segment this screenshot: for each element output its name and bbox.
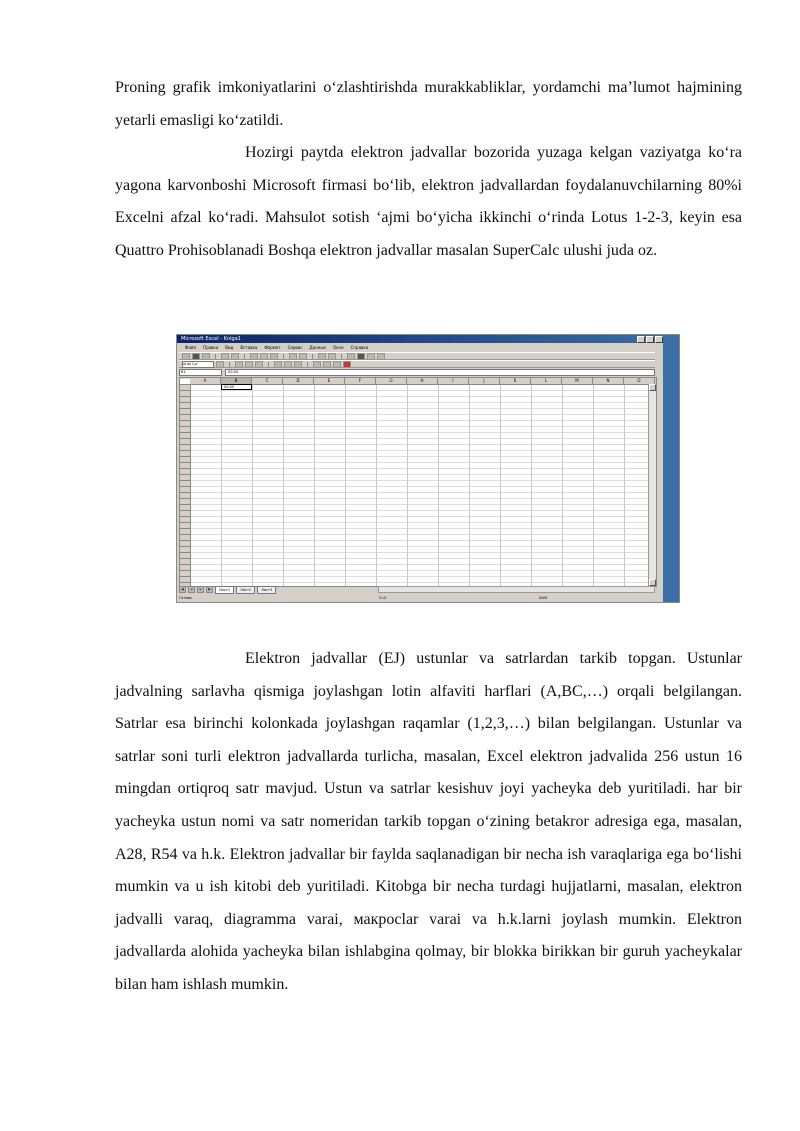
excel-menu-bar	[177, 344, 679, 351]
window-buttons	[637, 336, 663, 343]
align-right-icon	[294, 361, 302, 368]
open-icon	[192, 353, 200, 360]
maximize-icon	[646, 336, 654, 343]
status-sum: Σ=0	[379, 595, 387, 600]
column-header: M	[562, 378, 593, 384]
status-ready: Готово	[179, 595, 192, 600]
column-header: O	[624, 378, 655, 384]
copy-icon	[260, 353, 268, 360]
sheet-tab: Лист2	[236, 586, 255, 594]
sum-icon	[318, 353, 326, 360]
column-header: N	[593, 378, 624, 384]
menu-item: Формат	[264, 345, 281, 350]
desktop-edge	[663, 335, 679, 602]
zoom-icon	[367, 353, 375, 360]
menu-item: Справка	[350, 345, 369, 350]
column-header: A	[190, 378, 221, 384]
column-header: L	[531, 378, 562, 384]
standard-toolbar	[179, 352, 655, 360]
underline-icon	[255, 361, 263, 368]
menu-item: Правка	[203, 345, 219, 350]
column-header: F	[345, 378, 376, 384]
help-icon	[377, 353, 385, 360]
column-header: G	[376, 378, 407, 384]
undo-icon	[289, 353, 297, 360]
paragraph-market: Hozirgi paytda elektron jadvallar bozorida yuzaga kelgan vaziyatga ko‘ra yagona karvonboshi Microsoft firmasi bo‘lib, elektron jadvallardan foydalanuvchilarning 80%i Excelni afzal ko‘radi. Mahsulot sotish ‘ajmi bo‘yicha ikkinchi o‘rinda Lotus 1-2-3, keyin esa Quattro Prohisoblanadi Boshqa elektron jadvallar masalan SuperCalc ulushi juda oz.	[115, 144, 742, 259]
sheet-tab-bar	[179, 586, 655, 593]
save-icon	[202, 353, 210, 360]
menu-item: Вставка	[240, 345, 258, 350]
sheet-tab: Лист3	[257, 586, 276, 594]
excel-title-bar: Microsoft Excel - Kniga1	[177, 335, 679, 343]
italic-icon	[245, 361, 253, 368]
column-header: D	[283, 378, 314, 384]
active-cell: 00:00	[221, 384, 252, 390]
tab-last-icon: ▶	[206, 586, 213, 593]
formatting-toolbar	[179, 360, 655, 368]
status-num: NUM	[539, 595, 548, 600]
chart-wizard-icon	[357, 353, 365, 360]
font-combo: Arial Cyr	[182, 361, 214, 368]
close-icon	[655, 336, 663, 343]
column-header: E	[314, 378, 345, 384]
tab-first-icon: ◀	[179, 586, 186, 593]
redo-icon	[299, 353, 307, 360]
sort-icon	[347, 353, 355, 360]
excel-screenshot	[176, 334, 680, 603]
column-header: J	[469, 378, 500, 384]
row-headers	[180, 384, 191, 586]
sheet-tab: Лист1	[215, 586, 234, 594]
align-left-icon	[274, 361, 282, 368]
menu-item: Вид	[225, 345, 234, 350]
tab-next-icon: ▸	[197, 586, 204, 593]
column-header: B	[221, 378, 252, 384]
minimize-icon	[637, 336, 645, 343]
vertical-scrollbar	[648, 384, 656, 586]
paragraph-intro: Proning grafik imkoniyatlarini o‘zlashtirishda murakkabliklar, yordamchi ma’lumot hajmining yetarli emasligi ko‘zatildi.	[115, 79, 742, 129]
bold-icon	[235, 361, 243, 368]
menu-item: Окно	[332, 345, 344, 350]
paragraph-spreadsheet-structure: Elektron jadvallar (EJ) ustunlar va satrlardan tarkib topgan. Ustunlar jadvalning sarlavha qismiga joylashgan lotin alfaviti harflari (A,BC,…) orqali belgilangan. Satrlar esa birinchi kolonkada joylashgan raqamlar (1,2,3,…) bilan belgilangan. Ustunlar va satrlar soni turli elektron jadvallarda turlicha, masalan, Excel elektron jadvalida 256 ustun 16 mingdan ortiqroq satr mavjud. Ustun va satrlar kesishuv joyi yacheyka deb yuritiladi. har bir yacheyka ustun nomi va satr nomeridan tarkib topgan o‘zining betakror adresiga ega, masalan, A28, R54 va h.k. Elektron jadvallar bir faylda saqlanadigan bir necha ish varaqlariga ega bo‘lishi mumkin va u ish kitobi deb yuritiladi. Kitobga bir necha turdagi hujjatlarni, masalan, elektron jadvalli varaq, diagramma varai, макрoclar varai va h.k.larni joylash mumkin. Elektron jadvallarda alohida yacheyka bilan ishlabgina qolmay, bir blokka birikkan bir guruh yacheykalar bilan ham ishlash mumkin.	[115, 650, 742, 993]
column-headers	[190, 378, 656, 385]
menu-item: Сервис	[287, 345, 303, 350]
preview-icon	[231, 353, 239, 360]
paste-icon	[270, 353, 278, 360]
column-header: I	[438, 378, 469, 384]
fill-color-icon	[333, 361, 341, 368]
formula-input: 00:00	[225, 369, 655, 376]
column-header: C	[252, 378, 283, 384]
column-header: K	[500, 378, 531, 384]
percent-icon	[313, 361, 321, 368]
menu-item: Данные	[309, 345, 326, 350]
worksheet-grid	[179, 377, 657, 587]
menu-item: Файл	[185, 345, 197, 350]
borders-icon	[323, 361, 331, 368]
column-header: H	[407, 378, 438, 384]
cut-icon	[250, 353, 258, 360]
font-size-icon	[216, 361, 224, 368]
status-bar	[179, 594, 655, 601]
font-color-icon	[343, 361, 351, 368]
formula-bar	[179, 369, 655, 376]
tab-prev-icon: ◂	[188, 586, 195, 593]
new-file-icon	[182, 353, 190, 360]
horizontal-scrollbar	[378, 586, 655, 593]
name-box: B1	[179, 369, 222, 376]
align-center-icon	[284, 361, 292, 368]
print-icon	[221, 353, 229, 360]
function-icon	[328, 353, 336, 360]
